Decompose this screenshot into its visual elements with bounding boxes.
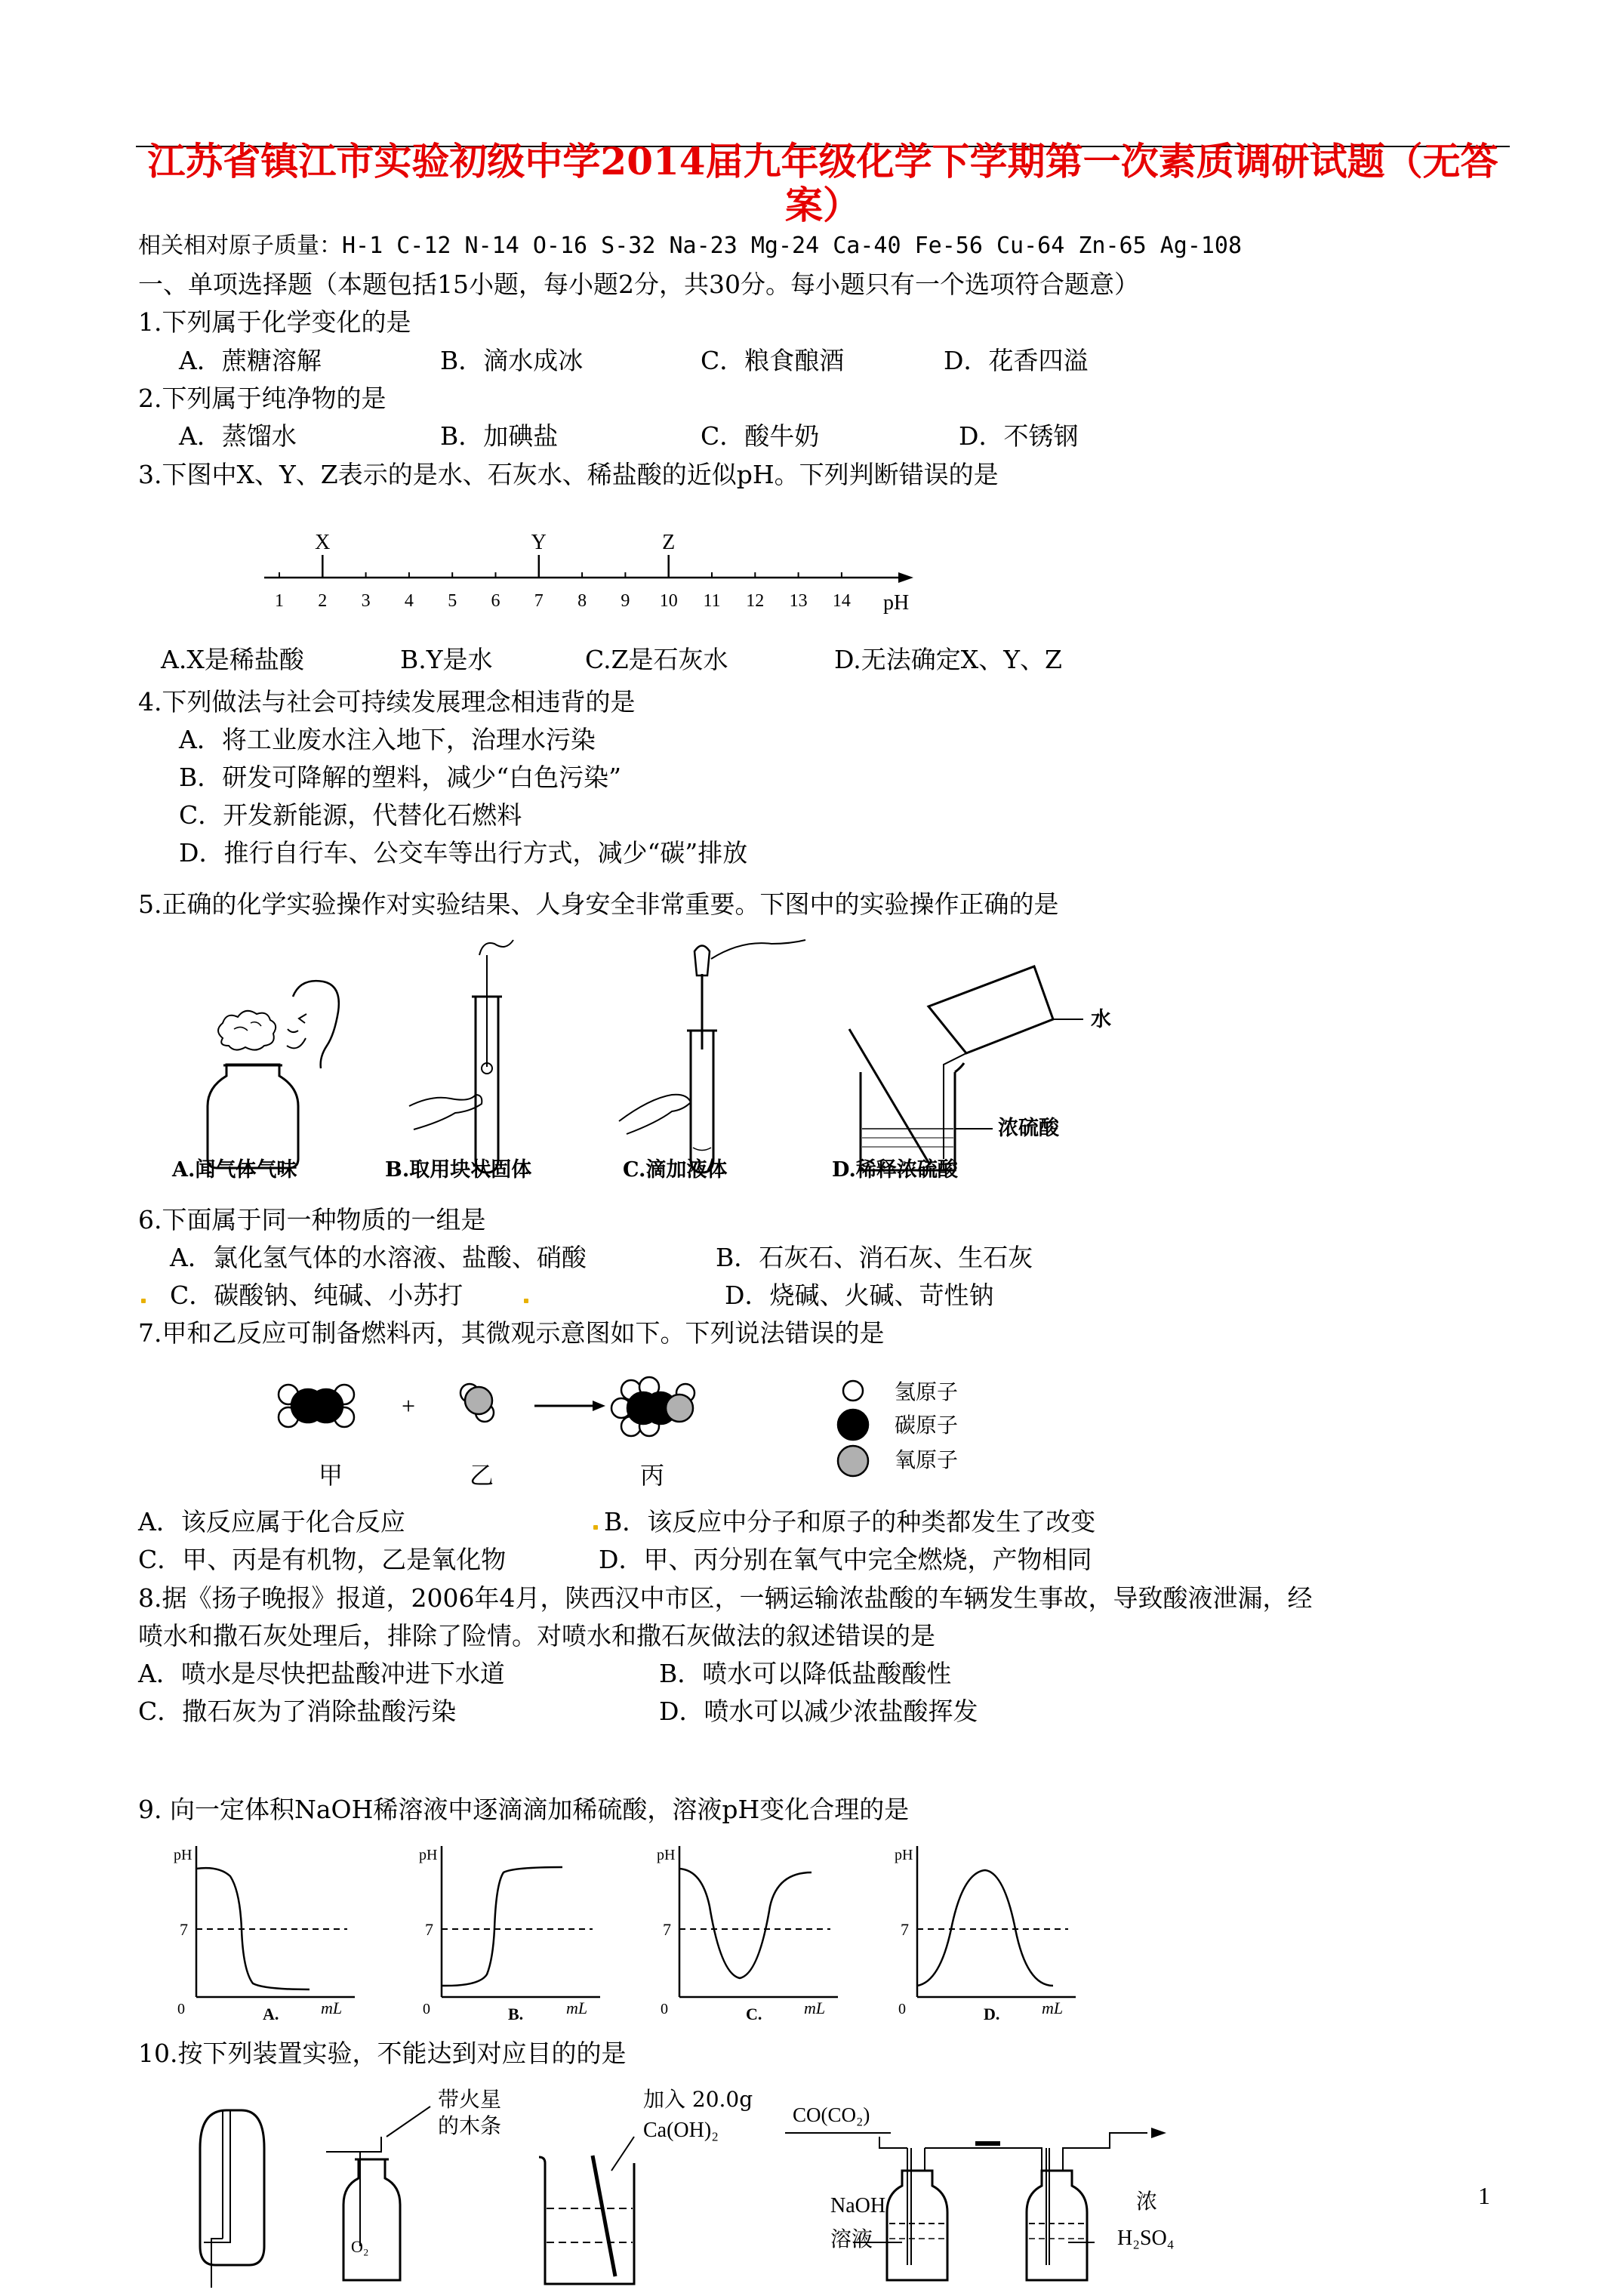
ph-tick-label: 4 (404, 591, 414, 611)
seven-label: 7 (180, 1920, 188, 1939)
molecule-bing (611, 1377, 694, 1436)
ml-label: mL (1042, 1999, 1064, 2017)
origin-label: 0 (898, 2001, 906, 2017)
q2-option-a: A．蒸馏水 (179, 421, 297, 451)
stray-mark (593, 1525, 598, 1530)
q2-option-d: D．不锈钢 (959, 421, 1079, 451)
ph-graph-3 (657, 1846, 838, 2023)
q1-option-a: A．蔗糖溶解 (179, 346, 322, 375)
legend-hydrogen: 氢原子 (895, 1379, 959, 1404)
ph-tick-label: 9 (621, 591, 630, 611)
page-number: 1 (1478, 2182, 1490, 2209)
q2-stem: 2.下列属于纯净物的是 (138, 384, 387, 413)
acid-label: 浓硫酸 (998, 1117, 1059, 1140)
origin-label: 0 (423, 2001, 430, 2017)
legend-carbon: 碳原子 (895, 1413, 959, 1438)
add-label: 加入 20.0g (643, 2087, 753, 2112)
apparatus-3 (539, 2137, 634, 2284)
q3-stem: 3.下图中X、Y、Z表示的是水、石灰水、稀盐酸的近似pH。下列判断错误的是 (138, 460, 999, 489)
ph-graph-4 (895, 1846, 1076, 2023)
atomic-masses: 相关相对原子质量：H-1 C-12 N-14 O-16 S-32 Na-23 Mg-24 Ca-40 Fe-56 Cu-64 Zn-65 Ag-108 (138, 233, 1243, 259)
q5-caption-b: B.取用块状固体 (385, 1158, 532, 1182)
section-heading: 一、单项选择题（本题包括15小题，每小题2分，共30分。每小题只有一个选项符合题意） (138, 270, 1139, 299)
apparatus-figure (181, 2088, 1208, 2291)
q3-option-a: A.X是稀盐酸 (161, 645, 304, 674)
hydrogen-swatch (843, 1381, 863, 1401)
water-label: 水 (1091, 1008, 1111, 1031)
option-label: B. (508, 2005, 524, 2023)
q1-option-c: C．粮食酿酒 (701, 346, 845, 375)
q1-option-b: B．滴水成冰 (440, 346, 584, 375)
caoh2-label: Ca(OH)₂ (643, 2119, 719, 2142)
ph-axis-label: pH (657, 1847, 676, 1863)
q3-option-d: D.无法确定X、Y、Z (834, 645, 1062, 674)
apparatus-2 (326, 2106, 430, 2280)
q7-option-a: A．该反应属于化合反应 (138, 1507, 405, 1536)
solid-into-tube-illustration (409, 940, 513, 1173)
reaction-arrow (534, 1401, 605, 1411)
option-label: A. (263, 2005, 279, 2023)
molecule-yi (460, 1384, 494, 1422)
h2so4-label: H₂SO₄ (1117, 2227, 1175, 2250)
q6-stem: 6.下面属于同一种物质的一组是 (138, 1205, 486, 1234)
seven-label: 7 (425, 1920, 433, 1939)
q7-option-d: D．甲、丙分别在氧气中完全燃烧，产物相同 (599, 1545, 1092, 1574)
ml-label: mL (566, 1999, 588, 2017)
option-label: C. (746, 2005, 762, 2023)
ph-tick-label: 13 (789, 591, 808, 611)
q3-option-b: B.Y是水 (400, 645, 493, 674)
ph-curve (917, 1870, 1053, 1986)
ph-graph-2 (419, 1846, 600, 2023)
o2-label: O₂ (351, 2237, 369, 2256)
q4-option-a: A．将工业废水注入地下，治理水污染 (179, 725, 596, 754)
gas-label: CO(CO₂) (793, 2103, 870, 2126)
ph-marker-label: Y (531, 531, 547, 554)
q8-stem-line1: 8.据《扬子晚报》报道，2006年4月，陕西汉中市区，一辆运输浓盐酸的车辆发生事故，导致酸液泄漏，经 (138, 1583, 1313, 1613)
ph-tick-label: 6 (491, 591, 500, 611)
seven-label: 7 (663, 1920, 671, 1939)
q8-option-c: C．撒石灰为了消除盐酸污染 (138, 1697, 457, 1726)
dropper-illustration (619, 940, 805, 1173)
origin-label: 0 (177, 2001, 185, 2017)
ph-axis-label: pH (895, 1847, 913, 1863)
ph-axis-arrow (898, 572, 913, 583)
plus-sign: + (402, 1392, 416, 1419)
option-label: D. (984, 2005, 1000, 2023)
ph-marker-label: X (315, 531, 331, 554)
lab-operations-figure (166, 932, 1163, 1189)
q7-option-c: C．甲、丙是有机物，乙是氧化物 (138, 1545, 507, 1574)
q1-option-d: D．花香四溢 (944, 346, 1089, 375)
atom-legend (838, 1381, 868, 1476)
label-bing: 丙 (640, 1461, 665, 1490)
ph-tick-label: 10 (659, 591, 678, 611)
ph-curve (679, 1869, 812, 1978)
ph-tick-label: 7 (534, 591, 544, 611)
solution-label: 溶液 (830, 2227, 873, 2251)
ph-axis-label: pH (174, 1847, 192, 1863)
ph-tick-label: 8 (577, 591, 587, 611)
ph-tick-label: 1 (275, 591, 284, 611)
q6-option-d: D．烧碱、火碱、苛性钠 (725, 1281, 994, 1310)
ph-marker-label: Z (662, 531, 676, 554)
q8-option-b: B．喷水可以降低盐酸酸性 (659, 1659, 952, 1688)
ph-tick-label: 2 (318, 591, 328, 611)
ph-tick-label: 5 (448, 591, 457, 611)
stray-mark (141, 1299, 146, 1303)
label-yi: 乙 (470, 1461, 494, 1490)
q7-stem: 7.甲和乙反应可制备燃料丙，其微观示意图如下。下列说法错误的是 (138, 1318, 885, 1348)
naoh-label: NaOH (830, 2194, 886, 2217)
stray-mark (524, 1299, 528, 1303)
q8-option-a: A．喷水是尽快把盐酸冲进下水道 (138, 1659, 505, 1688)
q1-stem: 1.下列属于化学变化的是 (138, 307, 411, 337)
q6-option-a: A．氯化氢气体的水溶液、盐酸、硝酸 (170, 1243, 587, 1272)
q5-stem: 5.正确的化学实验操作对实验结果、人身安全非常重要。下图中的实验操作正确的是 (138, 889, 1059, 919)
ml-label: mL (804, 1999, 826, 2017)
q5-caption-d: D.稀释浓硫酸 (832, 1158, 958, 1182)
molecule-jia (279, 1385, 354, 1427)
smell-gas-illustration (208, 981, 339, 1168)
ph-graph-1 (174, 1846, 355, 2023)
q10-stem: 10.按下列装置实验，不能达到对应目的的是 (138, 2039, 627, 2068)
q5-caption-c: C.滴加液体 (623, 1158, 728, 1182)
ph-tick-label: 14 (832, 591, 851, 611)
legend-oxygen: 氧原子 (895, 1447, 959, 1472)
apparatus-1 (200, 2110, 264, 2288)
page-title: 江苏省镇江市实验初级中学2014届九年级化学下学期第一次素质调研试题（无答案） (147, 139, 1498, 227)
ml-label: mL (321, 1999, 343, 2017)
q4-option-c: C．开发新能源，代替化石燃料 (179, 800, 522, 830)
label-jia: 甲 (319, 1461, 343, 1490)
carbon-swatch (838, 1410, 868, 1440)
q8-stem-line2: 喷水和撒石灰处理后，排除了险情。对喷水和撒石灰做法的叙述错误的是 (138, 1621, 935, 1650)
q6-option-b: B．石灰石、消石灰、生石灰 (716, 1243, 1033, 1272)
conc-label: 浓 (1136, 2189, 1158, 2214)
q4-option-b: B．研发可降解的塑料，减少“白色污染” (179, 763, 621, 792)
q4-stem: 4.下列做法与社会可持续发展理念相违背的是 (138, 687, 636, 717)
q2-option-c: C．酸牛奶 (701, 421, 820, 451)
origin-label: 0 (661, 2001, 668, 2017)
ph-tick-label: 3 (361, 591, 371, 611)
ph-axis-label: pH (419, 1847, 438, 1863)
ember-label-2: 的木条 (438, 2113, 502, 2138)
q8-option-d: D．喷水可以减少浓盐酸挥发 (659, 1697, 978, 1726)
q5-caption-a: A.闻气体气味 (172, 1158, 297, 1182)
q7-option-b: B．该反应中分子和原子的种类都发生了改变 (604, 1507, 1096, 1536)
ph-tick-label: 12 (746, 591, 765, 611)
molecule-reaction-diagram (272, 1370, 1027, 1491)
ph-tick-label: 11 (703, 591, 721, 611)
ph-scale-diagram (257, 521, 936, 615)
ember-label-1: 带火星 (438, 2087, 502, 2112)
q9-stem: 9. 向一定体积NaOH稀溶液中逐滴滴加稀硫酸，溶液pH变化合理的是 (138, 1795, 910, 1824)
q3-option-c: C.Z是石灰水 (585, 645, 728, 674)
q6-option-c: C．碳酸钠、纯碱、小苏打 (170, 1281, 463, 1310)
ph-curve-options (166, 1846, 1087, 2023)
oxygen-swatch (838, 1446, 868, 1476)
ph-curve (442, 1867, 562, 1986)
q2-option-b: B．加碘盐 (440, 421, 559, 451)
q4-option-d: D．推行自行车、公交车等出行方式，减少“碳”排放 (179, 838, 748, 868)
ph-unit: pH (883, 591, 910, 615)
seven-label: 7 (901, 1920, 909, 1939)
